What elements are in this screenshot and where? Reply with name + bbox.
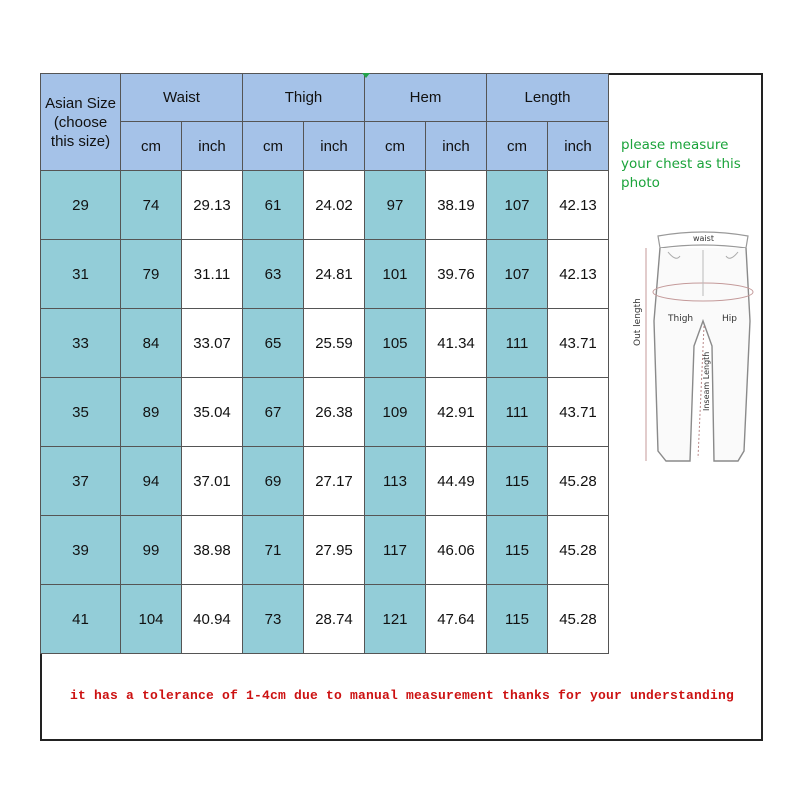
thigh-cm-cell: 65 <box>243 309 304 378</box>
thigh-inch-cell: 24.81 <box>304 240 365 309</box>
waist-inch-cell: 38.98 <box>182 516 243 585</box>
length-inch-cell: 45.28 <box>548 447 609 516</box>
thigh-inch-cell: 28.74 <box>304 585 365 654</box>
thigh-inch-cell: 27.95 <box>304 516 365 585</box>
table-row <box>41 516 609 585</box>
length-cm-cell: 115 <box>487 447 548 516</box>
hem-cm-cell: 121 <box>365 585 426 654</box>
thigh-inch-cell: 24.02 <box>304 171 365 240</box>
waist-label: waist <box>693 234 714 243</box>
length-inch-cell: 45.28 <box>548 585 609 654</box>
length-cm-cell: 115 <box>487 585 548 654</box>
thigh-inch-cell: 26.38 <box>304 378 365 447</box>
waist-cm-cell: 104 <box>121 585 182 654</box>
hem-cm-cell: 109 <box>365 378 426 447</box>
length-inch-cell: 42.13 <box>548 240 609 309</box>
unit-header: cm <box>243 122 304 171</box>
hip-label: Hip <box>722 314 737 324</box>
hem-inch-cell: 44.49 <box>426 447 487 516</box>
waist-cm-cell: 74 <box>121 171 182 240</box>
length-inch-cell: 42.13 <box>548 171 609 240</box>
length-cm-cell: 111 <box>487 378 548 447</box>
unit-header: inch <box>182 122 243 171</box>
thigh-header: Thigh <box>243 74 365 122</box>
tolerance-note: it has a tolerance of 1-4cm due to manual measurement thanks for your understanding <box>69 688 735 703</box>
hem-inch-cell: 41.34 <box>426 309 487 378</box>
hem-cm-cell: 97 <box>365 171 426 240</box>
size-cell: 41 <box>41 585 121 654</box>
inseam-label: Inseam Length <box>702 351 711 411</box>
waist-inch-cell: 29.13 <box>182 171 243 240</box>
size-cell: 33 <box>41 309 121 378</box>
hem-cm-cell: 105 <box>365 309 426 378</box>
hem-inch-cell: 47.64 <box>426 585 487 654</box>
table-row <box>41 585 609 654</box>
waist-cm-cell: 99 <box>121 516 182 585</box>
waist-cm-cell: 79 <box>121 240 182 309</box>
thigh-cm-cell: 73 <box>243 585 304 654</box>
waist-cm-cell: 89 <box>121 378 182 447</box>
unit-header: cm <box>487 122 548 171</box>
hem-cm-cell: 101 <box>365 240 426 309</box>
waist-inch-cell: 40.94 <box>182 585 243 654</box>
thigh-cm-cell: 63 <box>243 240 304 309</box>
hem-inch-cell: 46.06 <box>426 516 487 585</box>
size-cell: 39 <box>41 516 121 585</box>
hem-inch-cell: 38.19 <box>426 171 487 240</box>
table-row <box>41 378 609 447</box>
thigh-cm-cell: 61 <box>243 171 304 240</box>
table-row <box>41 447 609 516</box>
length-cm-cell: 107 <box>487 240 548 309</box>
asian-size-header: Asian Size (choose this size) <box>41 74 121 171</box>
pants-diagram-icon <box>618 226 758 546</box>
length-inch-cell: 43.71 <box>548 378 609 447</box>
unit-header: inch <box>548 122 609 171</box>
hem-inch-cell: 42.91 <box>426 378 487 447</box>
size-cell: 35 <box>41 378 121 447</box>
length-cm-cell: 115 <box>487 516 548 585</box>
waist-cm-cell: 84 <box>121 309 182 378</box>
table-row <box>41 171 609 240</box>
corner-marker <box>362 73 370 78</box>
thigh-inch-cell: 25.59 <box>304 309 365 378</box>
waist-inch-cell: 33.07 <box>182 309 243 378</box>
out-length-label: Out length <box>633 298 643 346</box>
waist-header: Waist <box>121 74 243 122</box>
hem-header: Hem <box>365 74 487 122</box>
length-cm-cell: 111 <box>487 309 548 378</box>
thigh-cm-cell: 67 <box>243 378 304 447</box>
waist-cm-cell: 94 <box>121 447 182 516</box>
unit-header: cm <box>121 122 182 171</box>
hem-cm-cell: 117 <box>365 516 426 585</box>
size-chart-table <box>40 73 609 654</box>
thigh-cm-cell: 69 <box>243 447 304 516</box>
hem-inch-cell: 39.76 <box>426 240 487 309</box>
hem-cm-cell: 113 <box>365 447 426 516</box>
measurement-guide <box>608 74 762 652</box>
waist-inch-cell: 35.04 <box>182 378 243 447</box>
measure-note: please measure your chest as this photo <box>621 137 741 191</box>
table-row <box>41 240 609 309</box>
thigh-label: Thigh <box>668 314 694 324</box>
table-row <box>41 309 609 378</box>
size-cell: 37 <box>41 447 121 516</box>
waist-inch-cell: 31.11 <box>182 240 243 309</box>
thigh-cm-cell: 71 <box>243 516 304 585</box>
waist-inch-cell: 37.01 <box>182 447 243 516</box>
size-cell: 31 <box>41 240 121 309</box>
unit-header: cm <box>365 122 426 171</box>
unit-header: inch <box>426 122 487 171</box>
length-inch-cell: 43.71 <box>548 309 609 378</box>
size-cell: 29 <box>41 171 121 240</box>
length-inch-cell: 45.28 <box>548 516 609 585</box>
length-header: Length <box>487 74 609 122</box>
thigh-inch-cell: 27.17 <box>304 447 365 516</box>
length-cm-cell: 107 <box>487 171 548 240</box>
unit-header: inch <box>304 122 365 171</box>
